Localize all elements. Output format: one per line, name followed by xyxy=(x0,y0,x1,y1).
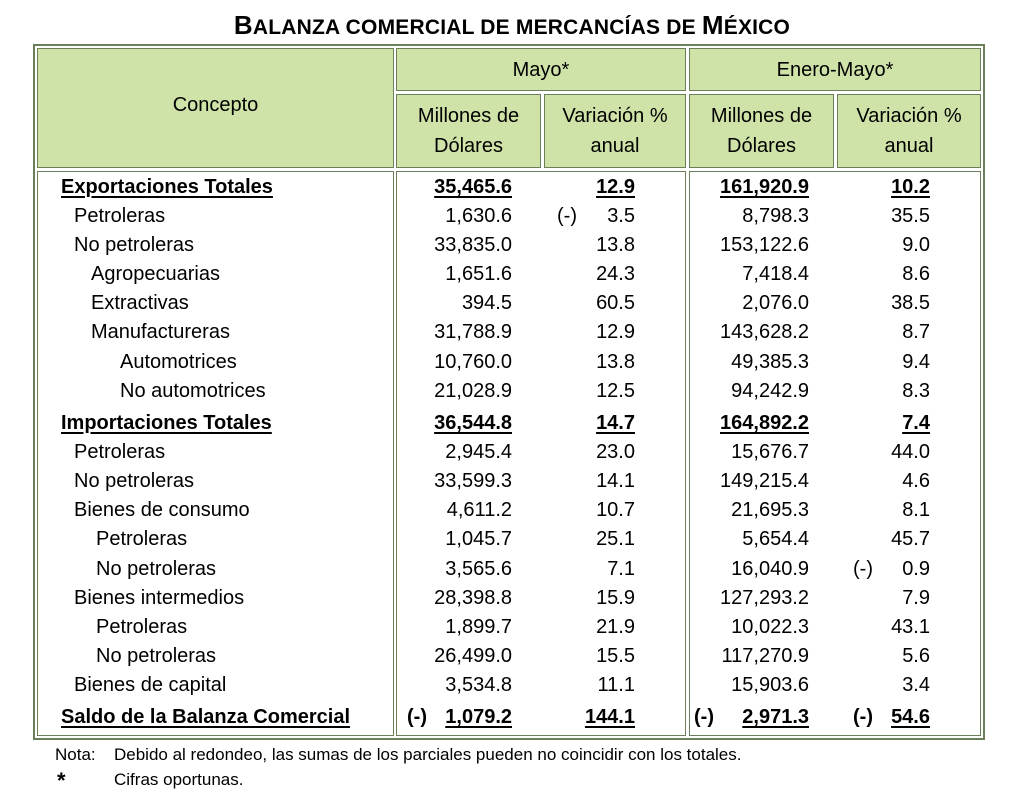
em-variacion-cell: 43.1 xyxy=(891,616,930,638)
negative-sign: (-) xyxy=(557,205,577,227)
table-row xyxy=(0,496,1024,525)
star-text: Cifras oportunas. xyxy=(114,770,244,789)
em-variacion-cell: 4.6 xyxy=(902,470,930,492)
row-label: Petroleras xyxy=(74,441,166,463)
table-row xyxy=(0,202,1024,231)
em-variacion-cell: 3.4 xyxy=(902,674,930,696)
em-variacion-cell: 9.4 xyxy=(902,351,930,373)
em-variacion-cell: 38.5 xyxy=(891,292,930,314)
mayo-millones-cell: 3,534.8 xyxy=(445,674,512,696)
mayo-variacion-cell: 14.7 xyxy=(596,412,635,434)
mayo-millones-cell: 4,611.2 xyxy=(446,499,512,521)
mayo-millones-cell: 35,465.6 xyxy=(434,176,512,198)
header-enero-mayo: Enero-Mayo* xyxy=(689,48,981,91)
em-variacion-cell: 10.2 xyxy=(891,176,930,198)
note-text: Debido al redondeo, las sumas de los parciales pueden no coincidir con los totales. xyxy=(114,745,742,764)
row-label: Petroleras xyxy=(96,616,188,638)
mayo-variacion-cell: 12.9 xyxy=(596,321,635,343)
mayo-millones-cell: 21,028.9 xyxy=(434,380,512,402)
em-millones-cell: 8,798.3 xyxy=(742,205,809,227)
header-concepto: Concepto xyxy=(37,48,394,168)
negative-sign: (-) xyxy=(853,558,873,580)
mayo-variacion-cell: 60.5 xyxy=(596,292,635,314)
mayo-variacion-cell: 11.1 xyxy=(597,674,635,696)
em-millones-cell: 15,903.6 xyxy=(731,674,809,696)
row-label: No petroleras xyxy=(74,470,195,492)
em-millones-cell: 15,676.7 xyxy=(731,441,809,463)
table-row xyxy=(0,642,1024,671)
em-millones-cell: 10,022.3 xyxy=(731,616,809,638)
em-variacion-cell: 8.7 xyxy=(902,321,930,343)
mayo-millones-cell: 28,398.8 xyxy=(434,587,512,609)
mayo-variacion-cell: 144.1 xyxy=(584,706,635,728)
mayo-variacion-cell: 3.5 xyxy=(607,205,635,227)
em-millones-cell: 5,654.4 xyxy=(742,528,809,550)
mayo-millones-cell: 36,544.8 xyxy=(434,412,512,434)
mayo-millones-cell: 31,788.9 xyxy=(434,321,512,343)
table-row xyxy=(0,377,1024,406)
mayo-millones-cell: 26,499.0 xyxy=(434,645,512,667)
page-title: BALANZA COMERCIAL DE MERCANCÍAS DE MÉXICO xyxy=(233,10,791,40)
negative-sign: (-) xyxy=(407,706,427,728)
row-label: Manufactureras xyxy=(91,321,230,343)
star-label: * xyxy=(57,768,66,793)
em-millones-cell: 2,971.3 xyxy=(742,706,809,728)
em-variacion-cell: 9.0 xyxy=(902,234,930,256)
table-row xyxy=(0,467,1024,496)
row-label: Bienes de capital xyxy=(74,674,227,696)
header-mayo: Mayo* xyxy=(396,48,686,91)
row-label: Petroleras xyxy=(96,528,188,550)
mayo-millones-cell: 1,630.6 xyxy=(445,205,512,227)
em-millones-cell: 7,418.4 xyxy=(742,263,809,285)
em-variacion-cell: 44.0 xyxy=(891,441,930,463)
em-millones-cell: 127,293.2 xyxy=(720,587,809,609)
row-label: No petroleras xyxy=(96,558,217,580)
em-millones-cell: 49,385.3 xyxy=(731,351,809,373)
em-millones-cell: 94,242.9 xyxy=(731,380,809,402)
em-variacion-cell: 8.3 xyxy=(902,380,930,402)
row-label: No petroleras xyxy=(96,645,217,667)
mayo-variacion-cell: 23.0 xyxy=(596,441,635,463)
row-label: Extractivas xyxy=(91,292,189,314)
mayo-millones-cell: 2,945.4 xyxy=(445,441,512,463)
table-row xyxy=(0,671,1024,700)
em-variacion-cell: 45.7 xyxy=(891,528,930,550)
em-variacion-cell: 8.1 xyxy=(902,499,930,521)
table-row xyxy=(0,173,1024,202)
table-row xyxy=(0,613,1024,642)
table-row xyxy=(0,409,1024,438)
table-row xyxy=(0,260,1024,289)
mayo-millones-cell: 1,899.7 xyxy=(445,616,512,638)
em-variacion-cell: 54.6 xyxy=(891,706,930,728)
em-millones-cell: 2,076.0 xyxy=(742,292,809,314)
table-row xyxy=(0,584,1024,613)
table-row xyxy=(0,348,1024,377)
em-millones-cell: 21,695.3 xyxy=(731,499,809,521)
mayo-variacion-cell: 12.9 xyxy=(596,176,635,198)
table-row xyxy=(0,231,1024,260)
header-em-variacion: Variación % anual xyxy=(837,94,981,168)
mayo-millones-cell: 10,760.0 xyxy=(434,351,512,373)
row-label: Exportaciones Totales xyxy=(61,176,273,198)
em-millones-cell: 117,270.9 xyxy=(721,645,809,667)
table-row xyxy=(0,525,1024,554)
mayo-millones-cell: 1,651.6 xyxy=(445,263,512,285)
row-label: No petroleras xyxy=(74,234,195,256)
mayo-variacion-cell: 15.9 xyxy=(596,587,635,609)
mayo-variacion-cell: 10.7 xyxy=(596,499,635,521)
em-variacion-cell: 0.9 xyxy=(902,558,930,580)
row-label: Petroleras xyxy=(74,205,166,227)
em-millones-cell: 149,215.4 xyxy=(720,470,809,492)
table-row xyxy=(0,703,1024,732)
mayo-millones-cell: 394.5 xyxy=(461,292,512,314)
row-label: Saldo de la Balanza Comercial xyxy=(61,706,350,728)
note-label: Nota: xyxy=(55,745,96,764)
negative-sign: (-) xyxy=(694,706,714,728)
mayo-variacion-cell: 25.1 xyxy=(596,528,635,550)
em-millones-cell: 161,920.9 xyxy=(720,176,809,198)
em-variacion-cell: 7.9 xyxy=(902,587,930,609)
mayo-millones-cell: 1,045.7 xyxy=(445,528,512,550)
mayo-millones-cell: 1,079.2 xyxy=(445,706,512,728)
header-mayo-variacion: Variación % anual xyxy=(544,94,686,168)
mayo-variacion-cell: 15.5 xyxy=(596,645,635,667)
mayo-millones-cell: 3,565.6 xyxy=(445,558,512,580)
mayo-millones-cell: 33,835.0 xyxy=(434,234,512,256)
table-row xyxy=(0,289,1024,318)
em-millones-cell: 143,628.2 xyxy=(720,321,809,343)
em-millones-cell: 16,040.9 xyxy=(731,558,809,580)
row-label: Bienes de consumo xyxy=(74,499,250,521)
row-label: Importaciones Totales xyxy=(61,412,272,434)
em-millones-cell: 153,122.6 xyxy=(720,234,809,256)
row-label: Automotrices xyxy=(120,351,237,373)
mayo-variacion-cell: 7.1 xyxy=(607,558,635,580)
mayo-variacion-cell: 13.8 xyxy=(596,351,635,373)
mayo-millones-cell: 33,599.3 xyxy=(434,470,512,492)
table-row xyxy=(0,555,1024,584)
em-variacion-cell: 8.6 xyxy=(902,263,930,285)
header-em-millones: Millones de Dólares xyxy=(689,94,834,168)
mayo-variacion-cell: 24.3 xyxy=(596,263,635,285)
mayo-variacion-cell: 13.8 xyxy=(596,234,635,256)
em-variacion-cell: 35.5 xyxy=(891,205,930,227)
em-variacion-cell: 5.6 xyxy=(902,645,930,667)
row-label: Agropecuarias xyxy=(91,263,220,285)
mayo-variacion-cell: 21.9 xyxy=(596,616,635,638)
row-label: Bienes intermedios xyxy=(74,587,245,609)
em-millones-cell: 164,892.2 xyxy=(720,412,809,434)
table-row xyxy=(0,438,1024,467)
row-label: No automotrices xyxy=(120,380,266,402)
em-variacion-cell: 7.4 xyxy=(902,412,930,434)
mayo-variacion-cell: 12.5 xyxy=(596,380,635,402)
header-mayo-millones: Millones de Dólares xyxy=(396,94,541,168)
table-row xyxy=(0,318,1024,347)
mayo-variacion-cell: 14.1 xyxy=(596,470,635,492)
negative-sign: (-) xyxy=(853,706,873,728)
